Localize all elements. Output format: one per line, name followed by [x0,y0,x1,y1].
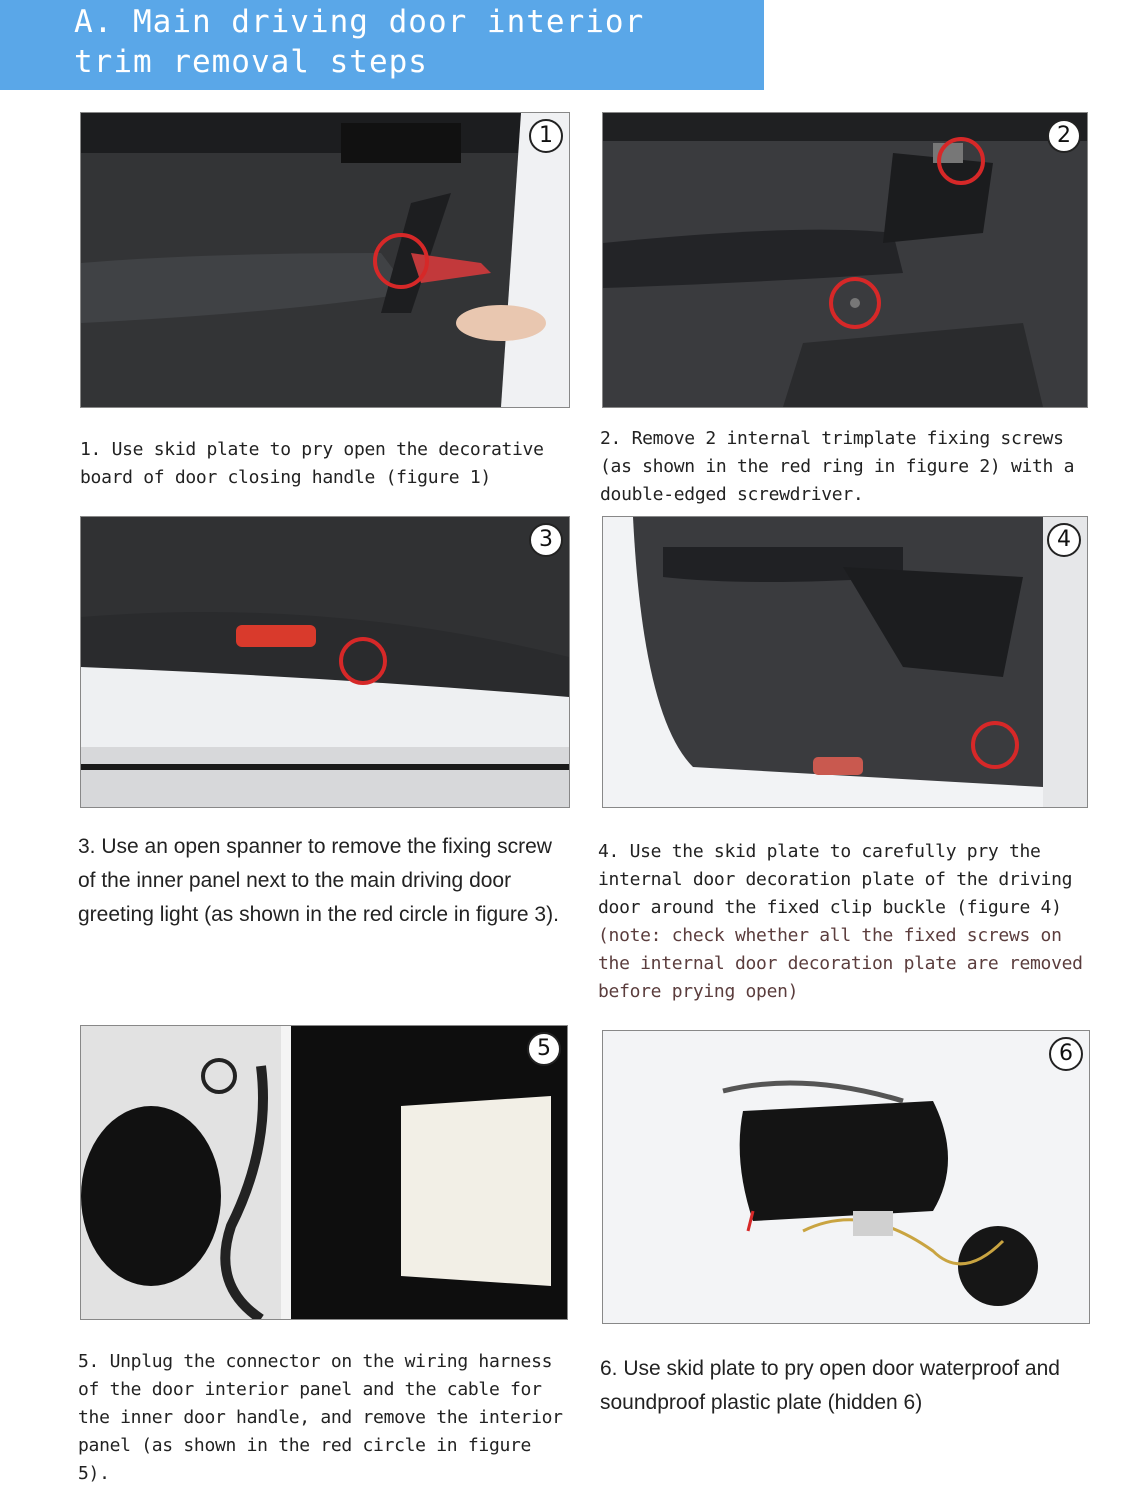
figure-1-number: 1 [529,119,563,153]
step-2-caption: 2. Remove 2 internal trimplate fixing screws (as shown in the red ring in figure 2) with a double-edged screwdriver. [600,428,1075,505]
figure-2-number: 2 [1047,119,1081,153]
title-banner [0,0,764,90]
figure-6-number: 6 [1049,1037,1083,1071]
door-clip-illustration [603,517,1087,807]
figure-4-photo [602,516,1088,808]
wiring-connector-illustration [81,1026,567,1319]
door-light-illustration [81,517,569,807]
step-5-caption: 5. Unplug the connector on the wiring harness of the door interior panel and the cable for the inner door handle, and remove the interior panel (as shown in the red circle in figure 5). [78,1351,563,1484]
figure-4-number: 4 [1047,523,1081,557]
step-4-caption [598,838,1088,1006]
figure-3-photo [80,516,570,808]
step-1-caption: 1. Use skid plate to pry open the decorative board of door closing handle (figure 1) [80,439,544,488]
door-screws-illustration [603,113,1087,407]
door-handle-illustration [81,113,569,407]
waterproof-plate-illustration [603,1031,1089,1323]
step-4-text: 4. Use the skid plate to carefully pry the internal door decoration plate of the driving door around the fixed clip buckle (figure 4) [598,841,1073,918]
figure-6-photo [602,1030,1090,1324]
figure-1-photo [80,112,570,408]
step-3-caption: 3. Use an open spanner to remove the fixing screw of the inner panel next to the main driving door greeting light (as shown in the red circle in figure 3). [78,835,559,926]
figure-5-photo [80,1025,568,1320]
figure-2-photo [602,112,1088,408]
figure-5-number: 5 [527,1032,561,1066]
figure-3-number: 3 [529,523,563,557]
step-6-caption: 6. Use skid plate to pry open door waterproof and soundproof plastic plate (hidden 6) [600,1357,1060,1414]
step-4-note: (note: check whether all the fixed screws on the internal door decoration plate are removed before prying open) [598,925,1083,1002]
page-title: A. Main driving door interior trim removal steps [74,4,645,80]
